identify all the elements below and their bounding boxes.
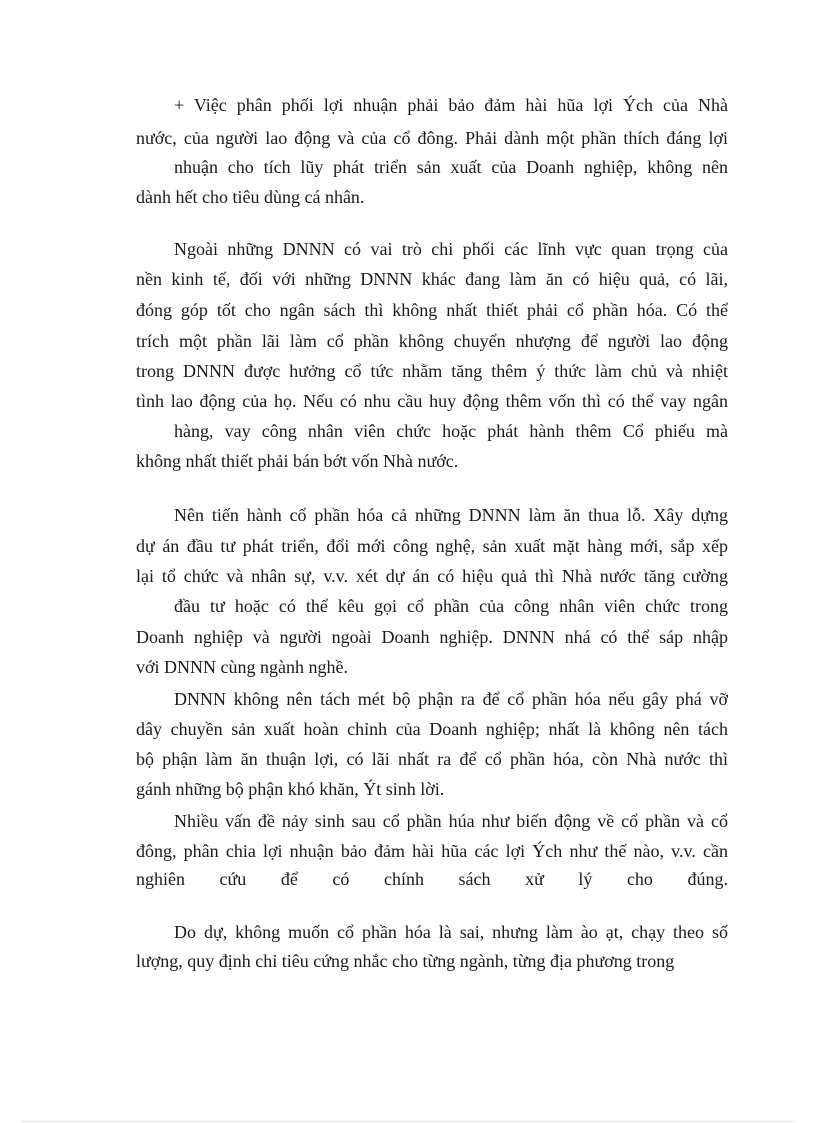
text-line: với DNNN cùng ngành nghề. (136, 657, 348, 677)
text-line: Nhiều vấn đề nảy sinh sau cổ phần húa như biến động về cổ phần và cổ (174, 811, 728, 831)
text-line: Ngoài những DNNN có vai trò chi phối các lĩnh vực quan trọng của (174, 239, 728, 259)
text-line: lượng, quy định chỉ tiêu cứng nhắc cho từng ngành, từng địa phương trong (136, 951, 675, 971)
text-line: lại tổ chức và nhân sự, v.v. xét dự án có hiệu quả thì Nhà nước tăng cường (136, 566, 728, 586)
text-line: không nhất thiết phải bán bớt vốn Nhà nước. (136, 451, 459, 471)
text-line: Nên tiến hành cổ phần hóa cả những DNNN làm ăn thua lỗ. Xây dựng (174, 505, 728, 525)
page-bottom-rule (22, 1121, 794, 1122)
text-line: nước, của người lao động và của cổ đông. Phải dành một phần thích đáng lợi (136, 128, 728, 148)
text-line: hàng, vay công nhân viên chức hoặc phát hành thêm Cổ phiếu mà (174, 421, 728, 441)
text-line: nhuận cho tích lũy phát triển sản xuất của Doanh nghiệp, không nên (174, 157, 728, 177)
text-line: Do dự, không muốn cổ phần hóa là sai, nhưng làm ào ạt, chạy theo số (174, 922, 728, 942)
text-line: gánh những bộ phận khó khăn, Ýt sinh lời. (136, 779, 445, 799)
text-line: dự án đầu tư phát triển, đổi mới công nghệ, sản xuất mặt hàng mới, sắp xếp (136, 536, 728, 556)
text-line: trong DNNN được hưởng cổ tức nhằm tăng thêm ý thức làm chủ và nhiệt (136, 361, 728, 381)
text-line: Doanh nghiệp và người ngoài Doanh nghiệp. DNNN nhá có thể sáp nhập (136, 627, 728, 647)
text-line: + Việc phân phối lợi nhuận phải bảo đảm hài hũa lợi Ých của Nhà (174, 95, 728, 115)
text-line: đầu tư hoặc có thể kêu gọi cổ phần của công nhân viên chức trong (174, 596, 728, 616)
text-line: tình lao động của họ. Nếu có nhu cầu huy động thêm vốn thì có thể vay ngân (136, 391, 728, 411)
text-line: nghiên cứu để có chính sách xử lý cho đúng. (136, 869, 728, 889)
text-line: bộ phận làm ăn thuận lợi, có lãi nhất ra để cổ phần hóa, còn Nhà nước thì (136, 749, 728, 769)
text-line: trích một phần lãi làm cổ phần không chuyển nhượng để người lao động (136, 331, 728, 351)
text-line: đóng góp tốt cho ngân sách thì không nhất thiết phải cổ phần hóa. Có thể (136, 300, 728, 320)
text-line: đông, phân chia lợi nhuận bảo đảm hài hũa các lợi Ých như thế nào, v.v. cần (136, 841, 728, 861)
text-line: DNNN không nên tách mét bộ phận ra để cổ phần hóa nếu gây phá vỡ (174, 689, 728, 709)
text-line: nền kinh tế, đối với những DNNN khác đang làm ăn có hiệu quả, có lãi, (136, 269, 728, 289)
text-line: dành hết cho tiêu dùng cá nhân. (136, 187, 365, 207)
text-line: dây chuyền sản xuất hoàn chỉnh của Doanh nghiệp; nhất là không nên tách (136, 719, 728, 739)
